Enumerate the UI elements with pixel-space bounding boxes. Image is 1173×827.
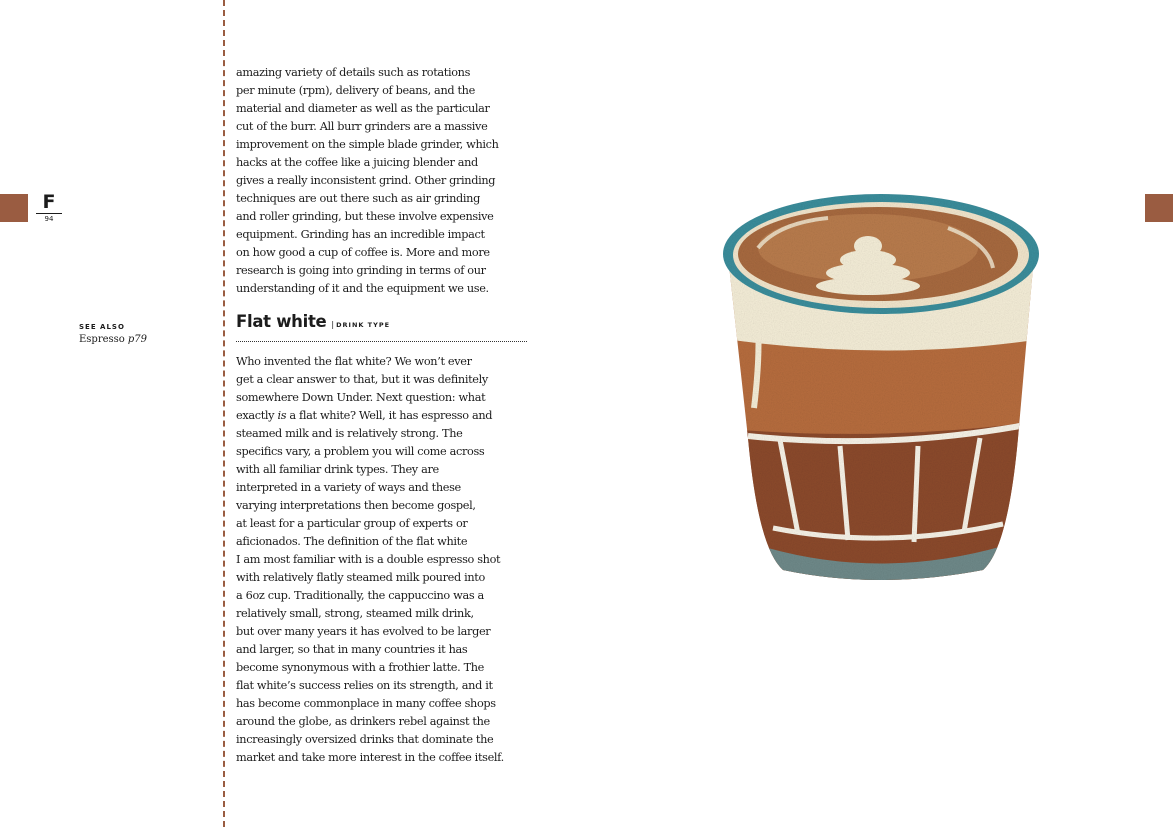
text-line: amazing variety of details such as rotations — [236, 66, 471, 79]
section-marker — [36, 192, 62, 224]
text-line: varying interpretations then become gospel, — [236, 499, 476, 512]
text-line: improvement on the simple blade grinder, which — [236, 138, 499, 151]
text-line: market and take more interest in the coffee itself. — [236, 751, 504, 764]
see-also-ref-page: p79 — [127, 334, 147, 345]
text-line: flat white’s success relies on its strength, and it — [236, 679, 493, 692]
see-also-reference — [79, 332, 147, 347]
text-line: material and diameter as well as the particular — [236, 102, 490, 115]
text-line: on how good a cup of coffee is. More and more — [236, 246, 490, 259]
entry-heading-separator: | — [331, 320, 335, 329]
text-line: and larger, so that in many countries it has — [236, 643, 468, 656]
text-line: interpreted in a variety of ways and these — [236, 481, 461, 494]
text-line: but over many years it has evolved to be larger — [236, 625, 491, 638]
text-line: somewhere Down Under. Next question: what — [236, 391, 486, 404]
text-line: cut of the burr. All burr grinders are a massive — [236, 120, 488, 133]
text-fragment: exactly — [236, 409, 278, 422]
section-tab-left — [0, 194, 28, 222]
see-also-ref-title: Espresso — [79, 334, 125, 345]
text-line: Who invented the flat white? We won’t ever — [236, 355, 472, 368]
intro-paragraph — [236, 64, 499, 298]
entry-heading — [236, 312, 390, 331]
text-line: increasingly oversized drinks that dominate the — [236, 733, 494, 746]
text-line: aficionados. The definition of the flat white — [236, 535, 468, 548]
text-line: techniques are out there such as air grinding — [236, 192, 480, 205]
text-line: relatively small, strong, steamed milk drink, — [236, 607, 474, 620]
text-line: equipment. Grinding has an incredible impact — [236, 228, 485, 241]
entry-title: Flat white — [236, 312, 327, 331]
see-also-label: SEE ALSO — [79, 323, 125, 331]
text-line: research is going into grinding in terms of our — [236, 264, 486, 277]
text-line: become synonymous with a frothier latte. The — [236, 661, 485, 674]
see-also-note — [79, 322, 147, 347]
page-number: 94 — [44, 215, 54, 223]
text-line: has become commonplace in many coffee shops — [236, 697, 496, 710]
text-line: per minute (rpm), delivery of beans, and the — [236, 84, 475, 97]
section-tab-right — [1145, 194, 1173, 222]
emphasis: is — [277, 409, 287, 422]
text-line: gives a really inconsistent grind. Other grinding — [236, 174, 496, 187]
text-line: specifics vary, a problem you will come across — [236, 445, 485, 458]
text-line — [236, 407, 504, 425]
entry-paragraph — [236, 353, 504, 767]
margin-dashed-divider — [223, 0, 225, 827]
section-letter-rule — [36, 213, 62, 214]
heading-dotted-rule — [236, 341, 527, 342]
text-line: with all familiar drink types. They are — [236, 463, 439, 476]
text-line: with relatively flatly steamed milk poured into — [236, 571, 485, 584]
text-line: a 6oz cup. Traditionally, the cappuccino was a — [236, 589, 484, 602]
text-line: and roller grinding, but these involve expensive — [236, 210, 494, 223]
text-line: steamed milk and is relatively strong. The — [236, 427, 463, 440]
text-line: around the globe, as drinkers rebel against the — [236, 715, 490, 728]
cup-illustration-svg — [718, 188, 1048, 590]
text-line: at least for a particular group of experts or — [236, 517, 468, 530]
text-line: I am most familiar with is a double espresso shot — [236, 553, 501, 566]
text-line: understanding of it and the equipment we use. — [236, 282, 489, 295]
text-line: get a clear answer to that, but it was definitely — [236, 373, 488, 386]
text-line: hacks at the coffee like a juicing blender and — [236, 156, 478, 169]
section-letter: F — [42, 191, 56, 213]
flat-white-cup-illustration — [718, 188, 1048, 594]
entry-type: DRINK TYPE — [336, 321, 391, 329]
text-fragment: a flat white? Well, it has espresso and — [286, 409, 493, 422]
